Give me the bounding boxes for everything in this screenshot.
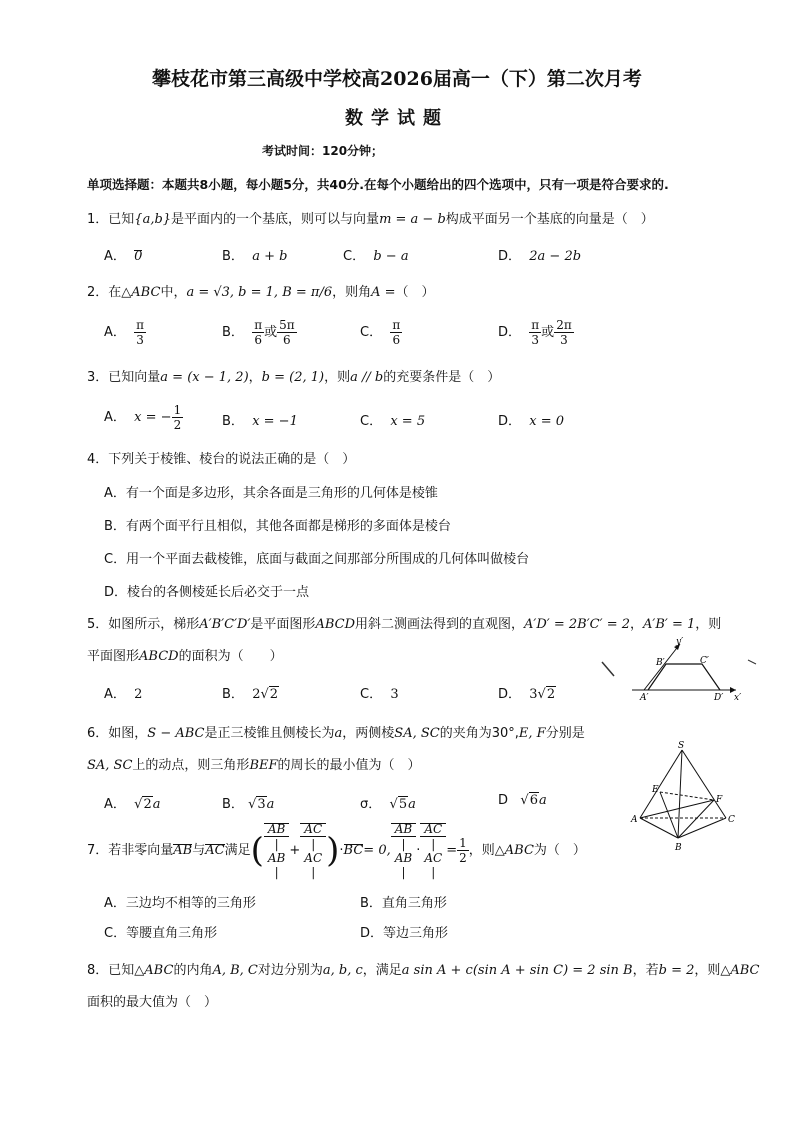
fraction: $\frac{\pi}{6}$ [254, 318, 263, 347]
question-8-cont: 面积的最大值为（ ） [87, 995, 218, 1010]
question-number: 5． [87, 617, 109, 632]
vertex-label-a: A [631, 815, 638, 825]
question-7: 7．若非零向量AB与AC满足( AB | AB | + AC | AC | )·BC= 0, AB | AB | · AC | AC | = $\frac{1}{2}$ ，则△ABC为（ ） [87, 822, 586, 879]
question-4 [87, 448, 355, 467]
question-1 [87, 208, 654, 227]
question-number: 7． [87, 843, 109, 858]
question-number: 4． [87, 452, 109, 467]
math-expr: b − a [373, 249, 409, 264]
question-text: （ ） [395, 285, 435, 300]
question-6-cont: SA, SC上的动点，则三角形BEF的周长的最小值为（ ） [87, 758, 421, 773]
question-3: 3．已知向量a = (x − 1, 2)，b = (2, 1)，则a // b的充要条件是（ ） [87, 370, 501, 385]
vertex-label-c: C [728, 815, 735, 825]
vertex-label-c: C′ [700, 656, 709, 666]
option-a: A． $\frac{\pi}{3}$ [104, 318, 145, 347]
option-b: B． 2√2 [222, 687, 279, 702]
math-expr: m = a − b [379, 212, 446, 227]
option-a: A．有一个面是多边形，其余各面是三角形的几何体是棱锥 [104, 486, 438, 501]
math-expr: a = (x − 1, 2) [160, 370, 249, 385]
option-d: D． $\frac{\pi}{3}$ 或 $\frac{2\pi}{3}$ [498, 318, 572, 347]
option-c: C．等腰直角三角形 [104, 926, 218, 941]
option-c: C． x = 5 [360, 414, 426, 429]
section-heading: 单项选择题：本题共8小题，每小题5分，共40分.在每个小题给出的四个选项中，只有一项是符合要求的. [87, 177, 669, 192]
option-d: D．棱台的各侧棱延长后必交于一点 [104, 585, 310, 600]
vertex-label-a: A′ [640, 693, 649, 702]
question-text: 中， [160, 285, 187, 300]
option-b: B．有两个面平行且相似，其他各面都是梯形的多面体是棱台 [104, 519, 451, 534]
question-text: ，则角 [332, 285, 372, 300]
option-c: C． b − a [343, 249, 409, 264]
option-c: C． $\frac{\pi}{6}$ [360, 318, 401, 347]
trapezoid-figure [596, 632, 766, 702]
question-text: 下列关于棱锥、棱台的说法正确的是（ ） [108, 452, 356, 467]
fraction: $\frac{\pi}{6}$ [392, 318, 401, 347]
question-number: 8． [87, 963, 109, 978]
vertex-label-b: B′ [656, 658, 665, 668]
question-number: 6． [87, 726, 109, 741]
vertex-label-e: E [652, 785, 659, 795]
option-b: B． √3a [222, 797, 275, 812]
axis-label-y: y′ [676, 637, 684, 647]
question-number: 1． [87, 212, 109, 227]
vertex-label-f: F [716, 795, 723, 805]
option-d: D． 3√2 [498, 687, 556, 702]
option-c: C． 3 [360, 687, 399, 702]
vertex-label-s: S [678, 741, 685, 751]
option-d: D．等边三角形 [360, 926, 449, 941]
question-text: 构成平面另一个基底的向量是（ ） [445, 212, 654, 227]
option-a: A． 0 [104, 249, 143, 264]
vertex-label-d: D′ [714, 693, 724, 702]
question-text: 已知 [108, 212, 135, 227]
fraction: $\frac{\pi}{3}$ [136, 318, 145, 347]
question-number: 3． [87, 370, 109, 385]
option-d: D √6a [498, 793, 547, 808]
fraction: $\frac{\pi}{3}$ [531, 318, 540, 347]
math-expr: 0 [134, 249, 143, 264]
option-b: B．直角三角形 [360, 896, 447, 911]
fraction: $\frac{1}{2}$ [173, 403, 182, 432]
pyramid-figure [628, 740, 748, 852]
math-expr: A = [371, 285, 396, 300]
exam-title: 攀枝花市第三高级中学校高2026届高一（下）第二次月考 [152, 68, 642, 90]
option-a: A．三边均不相等的三角形 [104, 896, 256, 911]
question-text: 在 [108, 285, 122, 300]
question-number: 2． [87, 285, 109, 300]
option-d: D． 2a − 2b [498, 249, 582, 264]
question-5: 5．如图所示，梯形A′B′C′D′是平面图形ABCD用斜二测画法得到的直观图，A′D′ = 2B′C′ = 2，A′B′ = 1，则 [87, 617, 722, 632]
option-b: B． a + b [222, 249, 288, 264]
question-5-cont: 平面图形ABCD的面积为（ ） [87, 649, 283, 664]
option-a: A． √2a [104, 797, 161, 812]
exam-time: 考试时间：120分钟； [262, 144, 384, 158]
question-6: 6．如图，S − ABC是正三棱锥且侧棱长为a，两侧棱SA, SC的夹角为30°,E, F分别是 [87, 726, 585, 741]
math-expr: 2a − 2b [529, 249, 582, 264]
vertex-label-b: B [675, 843, 682, 852]
option-c: σ． √5a [360, 797, 416, 812]
question-2 [87, 281, 435, 300]
option-a: A． 2 [104, 687, 143, 702]
question-8: 8．已知△ABC的内角A, B, C对边分别为a, b, c，满足a sin A + c(sin A + sin C) = 2 sin B，若b = 2，则△ABC [87, 963, 760, 978]
option-b: B． x = −1 [222, 414, 298, 429]
option-c: C．用一个平面去截棱锥，底面与截面之间那部分所围成的几何体叫做棱台 [104, 552, 530, 567]
math-expr: a // b [350, 370, 384, 385]
option-b: B． $\frac{\pi}{6}$ 或 $\frac{5\pi}{6}$ [222, 318, 295, 347]
math-expr: {a,b} [134, 212, 172, 227]
question-text: 是平面内的一个基底，则可以与向量 [171, 212, 380, 227]
math-expr: △ABC [121, 285, 161, 300]
fraction: $\frac{5\pi}{6}$ [279, 318, 295, 347]
math-expr: a = √3, b = 1, B = π/6 [186, 285, 333, 300]
math-expr: a + b [252, 249, 288, 264]
exam-subtitle: 数学试题 [345, 108, 449, 129]
axis-label-x: x′ [734, 693, 742, 702]
fraction: $\frac{2\pi}{3}$ [556, 318, 572, 347]
option-d: D． x = 0 [498, 414, 565, 429]
option-a: A． x = − $\frac{1}{2}$ [104, 403, 182, 432]
question-text: 已知向量 [108, 370, 161, 385]
math-expr: b = (2, 1) [261, 370, 325, 385]
